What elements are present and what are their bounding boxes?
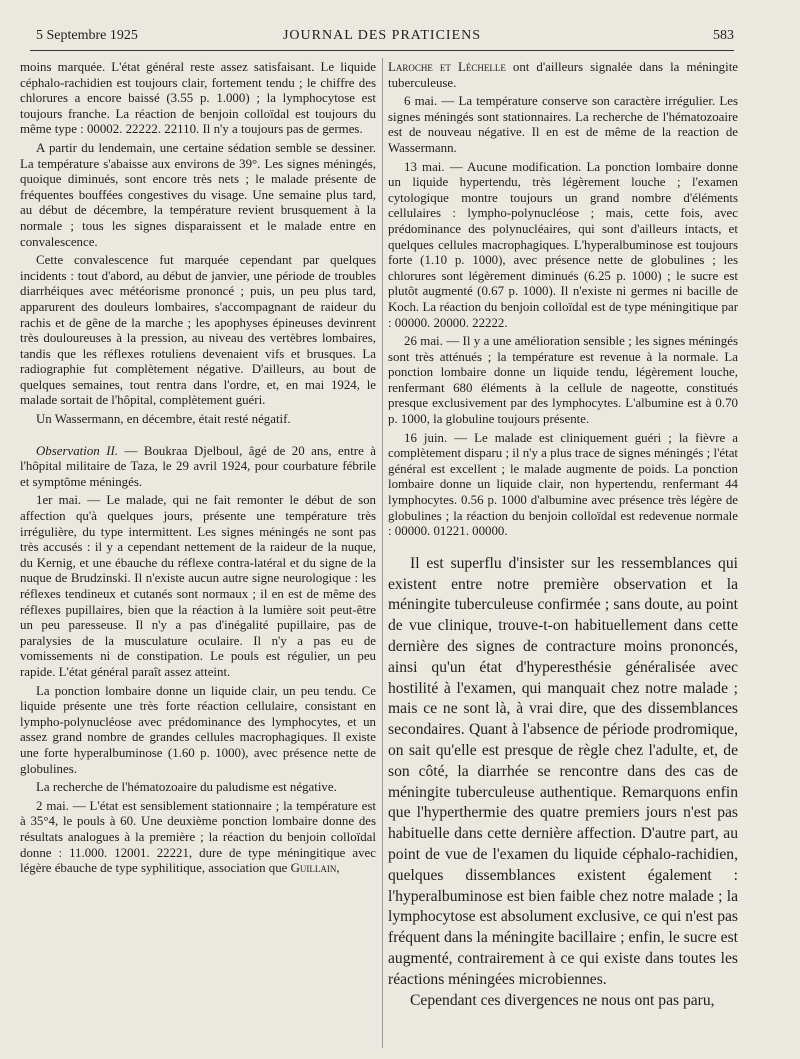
- paragraph: 13 mai. — Aucune modification. La ponction lombaire donne un liquide hypertendu, très légèrement louche ; l'examen cytologique montre toujours un grand nombre d'éléments cellulaires : lympho-polynucléose ; mais, cette fois, avec prédominance des polynucléaires, qui sont d'ailleurs intacts, et quelques cellules macrophagiques. L'hyperalbuminose est toujours forte (1.10 p. 1000), avec présence nette de globulines ; les chlorures sont légèrement diminués (6.25 p. 1000) ; le sucre est plutôt augmenté (0.67 p. 1000). Il n'existe ni germes ni bacille de Koch. La réaction du benjoin colloïdal est de type méningitique par : 00000. 20000. 22222.: [388, 159, 738, 330]
- paragraph-text: ont d'ailleurs signalée dans la méningite tuberculeuse.: [388, 60, 738, 90]
- paragraph: La recherche de l'hématozoaire du paludisme est négative.: [36, 780, 337, 795]
- paragraph-continued: [388, 60, 738, 91]
- paragraph: 26 mai. — Il y a une amélioration sensible ; les signes méningés sont très atténués ; la température est revenue à la normale. La ponction lombaire donne un liquide tendu, légèrement louche, renfermant 680 éléments à la cellule de nageotte, constitués presque exclusivement par des lymphocytes. L'albumine est à 0.70 p. 1000, la globuline toujours présente.: [388, 334, 738, 427]
- paragraph: 6 mai. — La température conserve son caractère irrégulier. Les signes méningés sont stationnaires. La recherche de l'hématozoaire est de nouveau négative. Il en est de même de la reaction de Wassermann.: [388, 94, 738, 155]
- paragraph: moins marquée. L'état général reste assez satisfaisant. Le liquide céphalo-rachidien est toujours clair, fortement tendu ; le chiffre des chlorures a encore baissé (3.55 p. 1.000) ; la lymphocytose est toujours franche. La réaction de benjoin colloïdal est toujours du même type : 00002. 22222. 22110. Il n'y a toujours pas de germes.: [20, 60, 376, 137]
- page-number: 583: [713, 28, 734, 43]
- paragraph: 1er mai. — Le malade, qui ne fait remonter le début de son affection qu'à quelques jours, présente une température très irrégulière, du type intermittent. Les signes méningés ne sont pas très accusés : il y a cependant nettement de la raideur de la nuque, du Kernig, et une ébauche du réflexe contra-latéral et du signe de la nuque de Brudzinski. Il n'existe aucun autre signe neurologique : les réflexes tendineux et cutanés sont normaux ; il en est de même des réflexes pupillaires, bien que la réaction à la lumière soit peut-être un peu paresseuse. Il n'y a pas d'inégalité pupillaire, pas de paralysies de la musculature oculaire. Il n'y a pas eu de vomissements ni de constipation. Le pouls est régulier, un peu rapide. L'état général paraît assez atteint.: [20, 493, 376, 679]
- paragraph-text: 2 mai. — L'état est sensiblement stationnaire ; la température est à 35°4, le pouls à 60. Une deuxième ponction lombaire donne des résultats analogues à la première ; la réaction du benjoin colloïdal donne : 11.000. 12001. 22221, dure de type méningitique avec légère ébauche de type syphilitique, association que: [20, 798, 376, 876]
- observation-title: Observation II.: [36, 443, 119, 458]
- paragraph: La ponction lombaire donne un liquide clair, un peu tendu. Ce liquide présente une très forte réaction cellulaire, consistant en lympho-polynucléose avec prédominance des lymphocytes, et un assez grand nombre de grandes cellules macrophagiques. Il existe une forte hyperalbuminose (1.60 p. 1000), avec présence nette de globulines.: [20, 683, 376, 776]
- observation-heading: [20, 444, 376, 491]
- paragraph: 16 juin. — Le malade est cliniquement guéri ; la fièvre a complètement disparu ; il n'y a plus trace de signes méningés ; l'état général est excellent ; le malade augmente de poids. La ponction lombaire donne un liquide clair, non hypertendu, renfermant 44 lymphocytes. 0.56 p. 1000 d'albumine avec présence très légère de globulines ; la réaction du benjoin colloïdal est redevenue normale : 00000. 01221. 00000.: [388, 430, 738, 539]
- paragraph: Cette convalescence fut marquée cependant par quelques incidents : tout d'abord, au début de janvier, une période de troubles diarrhéiques avec météorisme prononcé ; puis, un peu plus tard, apparurent des douleurs lombaires, s'accompagnant de raideur du rachis et de gêne de la marche ; les apophyses épineuses devinrent très douloureuses à la pression, au niveau des vertèbres lombaires, tandis que les réflexes rotuliens devenaient vifs et brusques. La radiographie fut complètement négative. D'ailleurs, au bout de quelques semaines, tout rentra dans l'ordre, et, en mai 1924, le malade sortait de l'hôpital, complètement guéri.: [20, 253, 376, 408]
- paragraph-with-author: [20, 799, 376, 877]
- journal-title: JOURNAL DES PRATICIENS: [282, 28, 482, 43]
- observation-intro: — Boukraa Djelboul, âgé de 20 ans, entre à l'hôpital militaire de Taza, le 29 avril 1924, pour courbature fébrile et symptôme méningés.: [20, 443, 376, 489]
- right-column: [388, 60, 738, 1011]
- discussion-section: [388, 554, 738, 1012]
- header-date: 5 Septembre 1925: [36, 28, 138, 43]
- column-divider: [382, 58, 383, 1048]
- discussion-paragraph: Cependant ces divergences ne nous ont pas paru,: [410, 991, 715, 1009]
- author-names: Laroche et Léchelle: [388, 60, 506, 74]
- left-column: [20, 60, 376, 880]
- paragraph: A partir du lendemain, une certaine sédation semble se dessiner. La température s'abaisse aux environs de 39°. Les signes méningés, quoique diminués, sont encore très nets ; le malade présente de fréquentes bouffées congestives du visage. Une semaine plus tard, au début de décembre, la température revient brusquement à la normale ; tous les signes disparaissent et le malade entre en convalescence.: [20, 140, 376, 249]
- paragraph: Un Wassermann, en décembre, était resté négatif.: [36, 412, 291, 427]
- author-name: Guillain,: [290, 861, 340, 876]
- running-header: [30, 26, 734, 51]
- discussion-paragraph: Il est superflu d'insister sur les ressemblances qui existent entre notre première observation et la méningite tuberculeuse confirmée ; sans doute, au point de vue clinique, trouve-t-on habituellement dans cette dernière des signes de contracture moins prononcés, ainsi qu'un état d'hyperesthésie généralisée avec hostilité à l'examen, qui manquait chez notre malade ; mais ce ne sont là, à vrai dire, que des dissemblances secondaires. Quant à l'absence de période prodromique, on sait qu'elle est presque de règle chez l'adulte, et, de son côté, la diarrhée se rencontre dans des cas de méningite tuberculeuse authentique. Remarquons enfin que l'hyperthermie des quatre premiers jours n'est pas habituelle dans cette dernière affection. D'autre part, au point de vue de l'examen du liquide céphalo-rachidien, quelques dissemblances existent également : l'hyperalbuminose est bien faible chez notre malade ; la lymphocytose est absolument exclusive, ce qui n'est pas fréquent dans la méningite bacillaire ; enfin, le sucre est augmenté, contrairement à ce qui existe dans toutes les réactions méningées microbiennes.: [388, 554, 738, 988]
